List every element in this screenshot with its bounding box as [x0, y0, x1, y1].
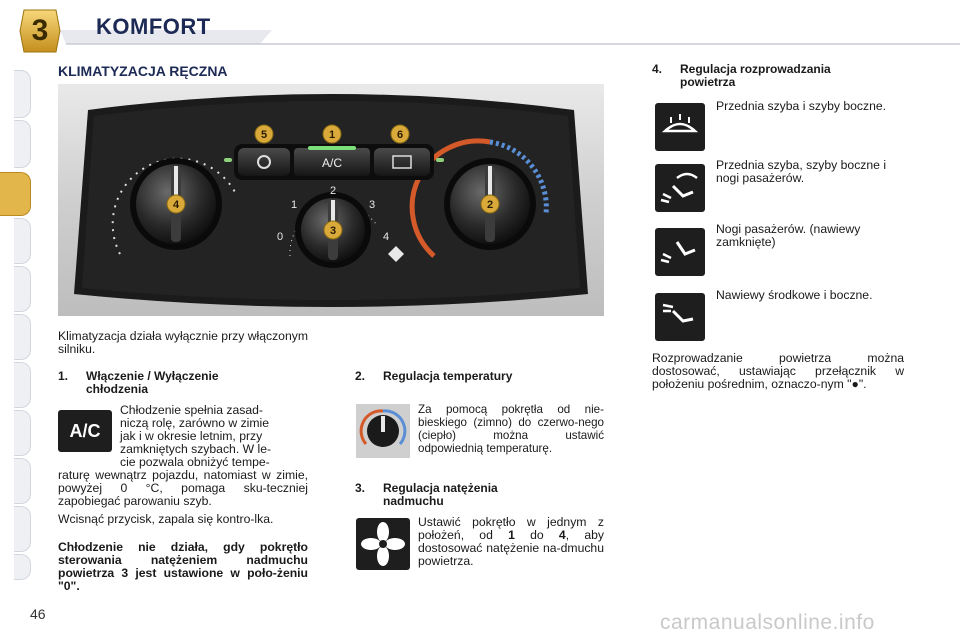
callout-2: 2 — [486, 199, 494, 211]
side-tab-1[interactable] — [14, 70, 31, 118]
side-tab-10[interactable] — [14, 506, 31, 552]
mode-windshield-feet-text: Przednia szyba, szyby boczne i nogi pasażerów. — [716, 158, 887, 185]
item1-body-continued: raturę wewnątrz pojazdu, natomiast w zimie, powyżej 0 °C, pomaga sku-teczniej zapobiegać parowaniu szyb. — [58, 468, 308, 508]
callout-4: 4 — [172, 199, 180, 211]
windshield-icon — [655, 103, 705, 151]
climate-control-panel-illustration — [58, 84, 604, 316]
callout-3: 3 — [329, 225, 337, 237]
page-title: KOMFORT — [96, 14, 211, 39]
temperature-knob-icon — [356, 404, 410, 458]
item4-footer: Rozprowadzanie powietrza można dostosować, ustawiając przełącznik w położeniu pośrednim, oznaczo-nym "●". — [652, 351, 904, 391]
callout-1: 1 — [328, 129, 336, 141]
page-number: 46 — [30, 606, 46, 622]
intro-text: Klimatyzacja działa wyłącznie przy włączonym silniku. — [58, 329, 308, 356]
face-vents-icon — [655, 293, 705, 341]
fan-mark-2: 2 — [329, 185, 337, 197]
item1-body-top: Chłodzenie spełnia zasad- niczą rolę, zarówno w zimie jak i w okresie letnim, przy zamkniętych szybach. W le- cie pozwala obniżyć tempe- — [120, 403, 272, 469]
ac-button-label: A/C — [321, 156, 343, 170]
side-tab-5[interactable] — [14, 266, 31, 312]
fan-mark-4: 4 — [382, 231, 390, 243]
feet-icon — [655, 228, 705, 276]
chapter-number: 3 — [31, 14, 49, 47]
fan-mark-0: 0 — [276, 231, 284, 243]
fan-mark-1: 1 — [290, 199, 298, 211]
item1-press-text: Wcisnąć przycisk, zapala się kontro-lka. — [58, 512, 274, 526]
item4-heading: 4. Regulacja rozprowadzania powietrza — [652, 62, 831, 89]
side-tab-6[interactable] — [14, 314, 31, 360]
item3-body: Ustawić pokrętło w jednym z położeń, od 1 do 4, aby dostosować natężenie na-dmuchu powietrza. — [418, 515, 604, 568]
fan-mark-3: 3 — [368, 199, 376, 211]
mode-windshield-text: Przednia szyba i szyby boczne. — [716, 99, 887, 113]
side-tab-11[interactable] — [14, 554, 31, 580]
item1-warning: Chłodzenie nie działa, gdy pokrętło sterowania natężeniem nadmuchu powietrza 3 jest ustawione w poło-żeniu "0". — [58, 540, 308, 593]
callout-5: 5 — [260, 129, 268, 141]
recirculation-button — [238, 148, 290, 176]
side-tab-7[interactable] — [14, 362, 31, 408]
rear-defrost-button — [374, 148, 430, 176]
side-tab-active[interactable] — [0, 172, 31, 216]
section-title: KLIMATYZACJA RĘCZNA — [58, 63, 228, 79]
side-tab-9[interactable] — [14, 458, 31, 504]
ac-icon: A/C — [58, 410, 112, 452]
watermark: carmanualsonline.info — [660, 611, 875, 634]
side-tab-2[interactable] — [14, 120, 31, 168]
side-tab-8[interactable] — [14, 410, 31, 456]
side-tab-4[interactable] — [14, 218, 31, 264]
windshield-feet-icon — [655, 164, 705, 212]
mode-feet-text: Nogi pasażerów. (nawiewy zamknięte) — [716, 222, 861, 249]
mode-face-vents-text: Nawiewy środkowe i boczne. — [716, 288, 873, 302]
callout-6: 6 — [396, 129, 404, 141]
item2-body: Za pomocą pokrętła od nie-bieskiego (zimno) do czerwo-nego (ciepło) można ustawić odpowiednią temperaturę. — [418, 403, 604, 455]
item3-heading: 3. Regulacja natężenia nadmuchu — [355, 481, 498, 508]
item1-heading: 1. Włączenie / Wyłączenie chłodzenia — [58, 369, 219, 396]
item2-heading: 2. Regulacja temperatury — [355, 369, 513, 383]
fan-icon — [356, 518, 410, 570]
